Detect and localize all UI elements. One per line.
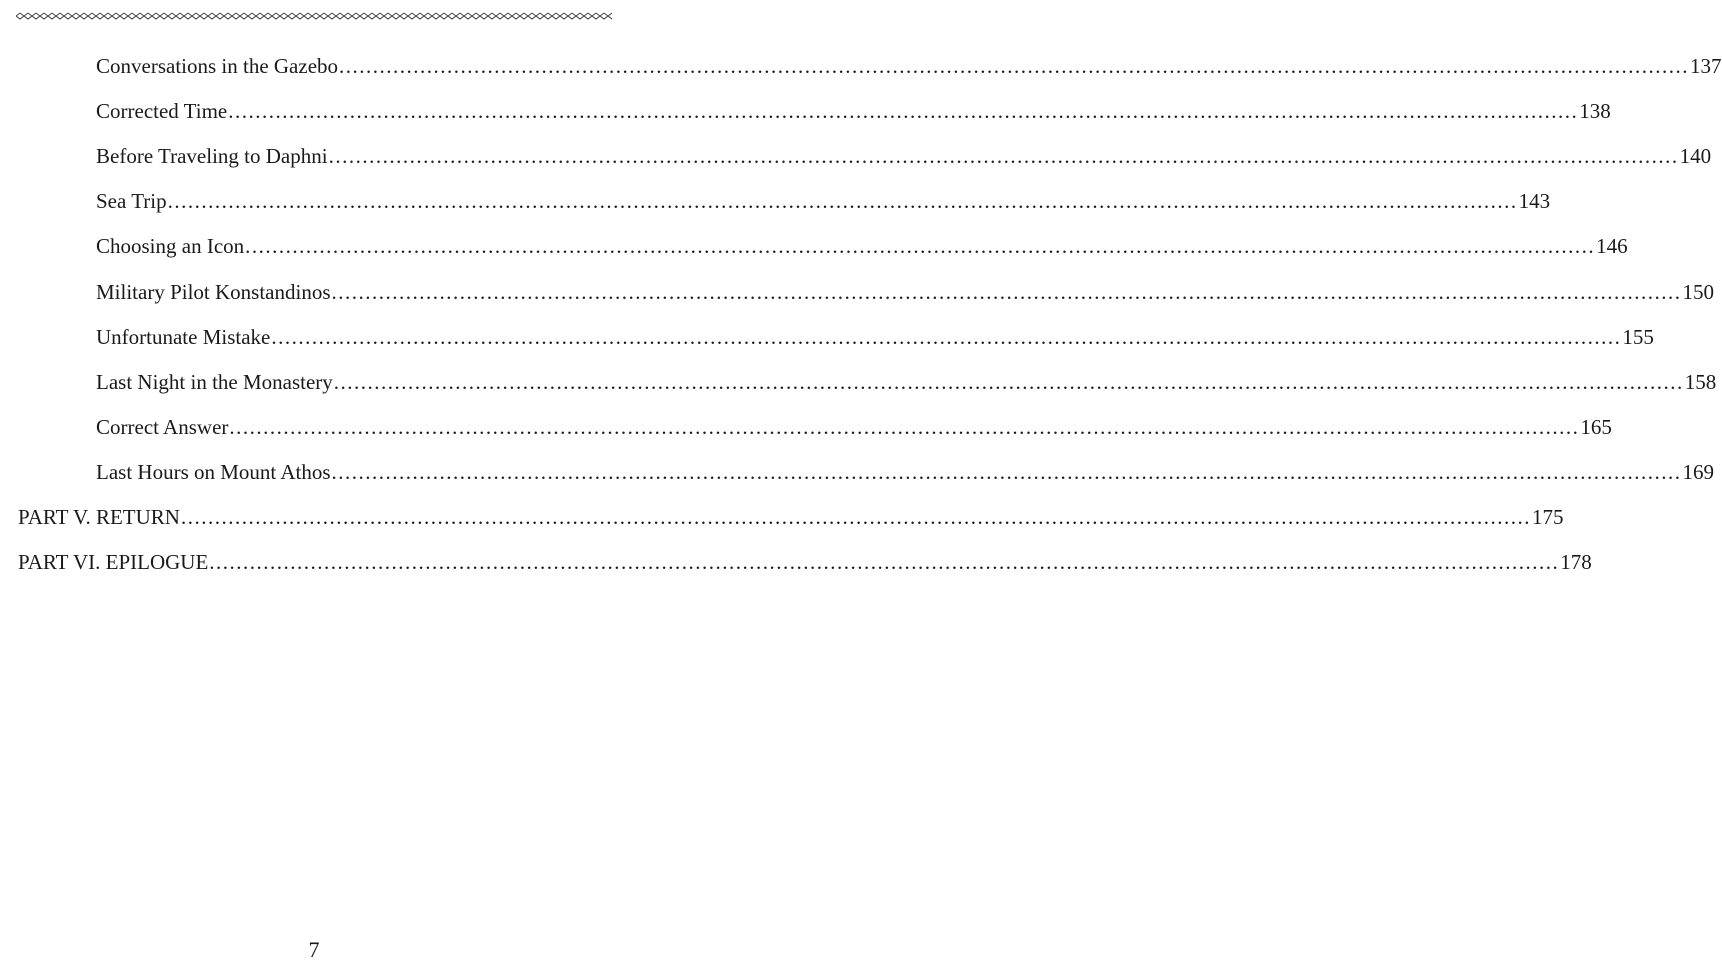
toc-entry xyxy=(18,503,1564,531)
toc-entry-page: 165 xyxy=(1580,414,1612,439)
toc-entry-page: 150 xyxy=(1682,279,1715,304)
toc-entry-title: Sea Trip xyxy=(96,189,167,214)
toc-entry xyxy=(96,52,1722,80)
toc-entry-page: 140 xyxy=(1679,144,1712,169)
toc-entry xyxy=(96,323,1654,351)
toc-dot-leader: ........................................................................................................................................................................................................ xyxy=(209,550,1560,575)
toc-entry-title: Corrected Time xyxy=(96,99,228,124)
toc-entry xyxy=(96,413,1612,441)
toc-entry-page: 178 xyxy=(1560,550,1592,575)
toc-entry-title: Last Night in the Monastery xyxy=(96,369,333,394)
toc-entry-page: 138 xyxy=(1579,99,1611,124)
toc-entry xyxy=(96,368,1717,396)
toc-dot-leader: ........................................................................................................................................................................................................ xyxy=(228,99,1579,124)
toc-entry-title: Military Pilot Konstandinos xyxy=(96,279,331,304)
toc-entry-page: 169 xyxy=(1682,459,1715,484)
toc-entry-page: 175 xyxy=(1531,505,1564,529)
toc-entry xyxy=(96,278,1715,306)
toc-dot-leader: ........................................................................................................................................................................................................ xyxy=(180,505,1531,529)
toc-entry-title: Conversations in the Gazebo xyxy=(96,54,339,78)
toc-entry xyxy=(96,458,1715,486)
decorative-top-border xyxy=(16,8,612,24)
page-number: 7 xyxy=(308,937,320,962)
toc-entry-title: Correct Answer xyxy=(96,414,229,439)
toc-dot-leader: ........................................................................................................................................................................................................ xyxy=(271,324,1622,349)
toc-entry-page: 143 xyxy=(1518,189,1551,214)
toc-entry xyxy=(96,187,1551,215)
toc-dot-leader: ........................................................................................................................................................................................................ xyxy=(333,369,1684,394)
toc-dot-leader: ........................................................................................................................................................................................................ xyxy=(328,144,1679,169)
toc-entry-title: Before Traveling to Daphni xyxy=(96,144,328,169)
toc-entry-title: Choosing an Icon xyxy=(96,234,245,259)
toc-dot-leader: ........................................................................................................................................................................................................ xyxy=(339,54,1690,78)
toc-dot-leader: ........................................................................................................................................................................................................ xyxy=(167,189,1518,214)
toc-entry xyxy=(96,232,1628,260)
toc-entry xyxy=(96,142,1712,170)
toc-entry-page: 137 xyxy=(1690,54,1722,78)
toc-entry-title: Last Hours on Mount Athos xyxy=(96,459,331,484)
toc-entry-page: 155 xyxy=(1622,324,1654,349)
toc-entry-title: PART VI. EPILOGUE xyxy=(18,550,209,575)
toc-dot-leader: ........................................................................................................................................................................................................ xyxy=(331,459,1682,484)
toc-entry-page: 146 xyxy=(1596,234,1628,259)
toc-dot-leader: ........................................................................................................................................................................................................ xyxy=(245,234,1596,259)
toc-entry-title: PART V. RETURN xyxy=(18,505,180,529)
toc-entry xyxy=(96,97,1611,125)
toc-dot-leader: ........................................................................................................................................................................................................ xyxy=(229,414,1580,439)
toc-entry xyxy=(18,548,1592,576)
toc-entry-page: 158 xyxy=(1684,369,1717,394)
toc-dot-leader: ........................................................................................................................................................................................................ xyxy=(331,279,1682,304)
toc-entry-title: Unfortunate Mistake xyxy=(96,324,271,349)
